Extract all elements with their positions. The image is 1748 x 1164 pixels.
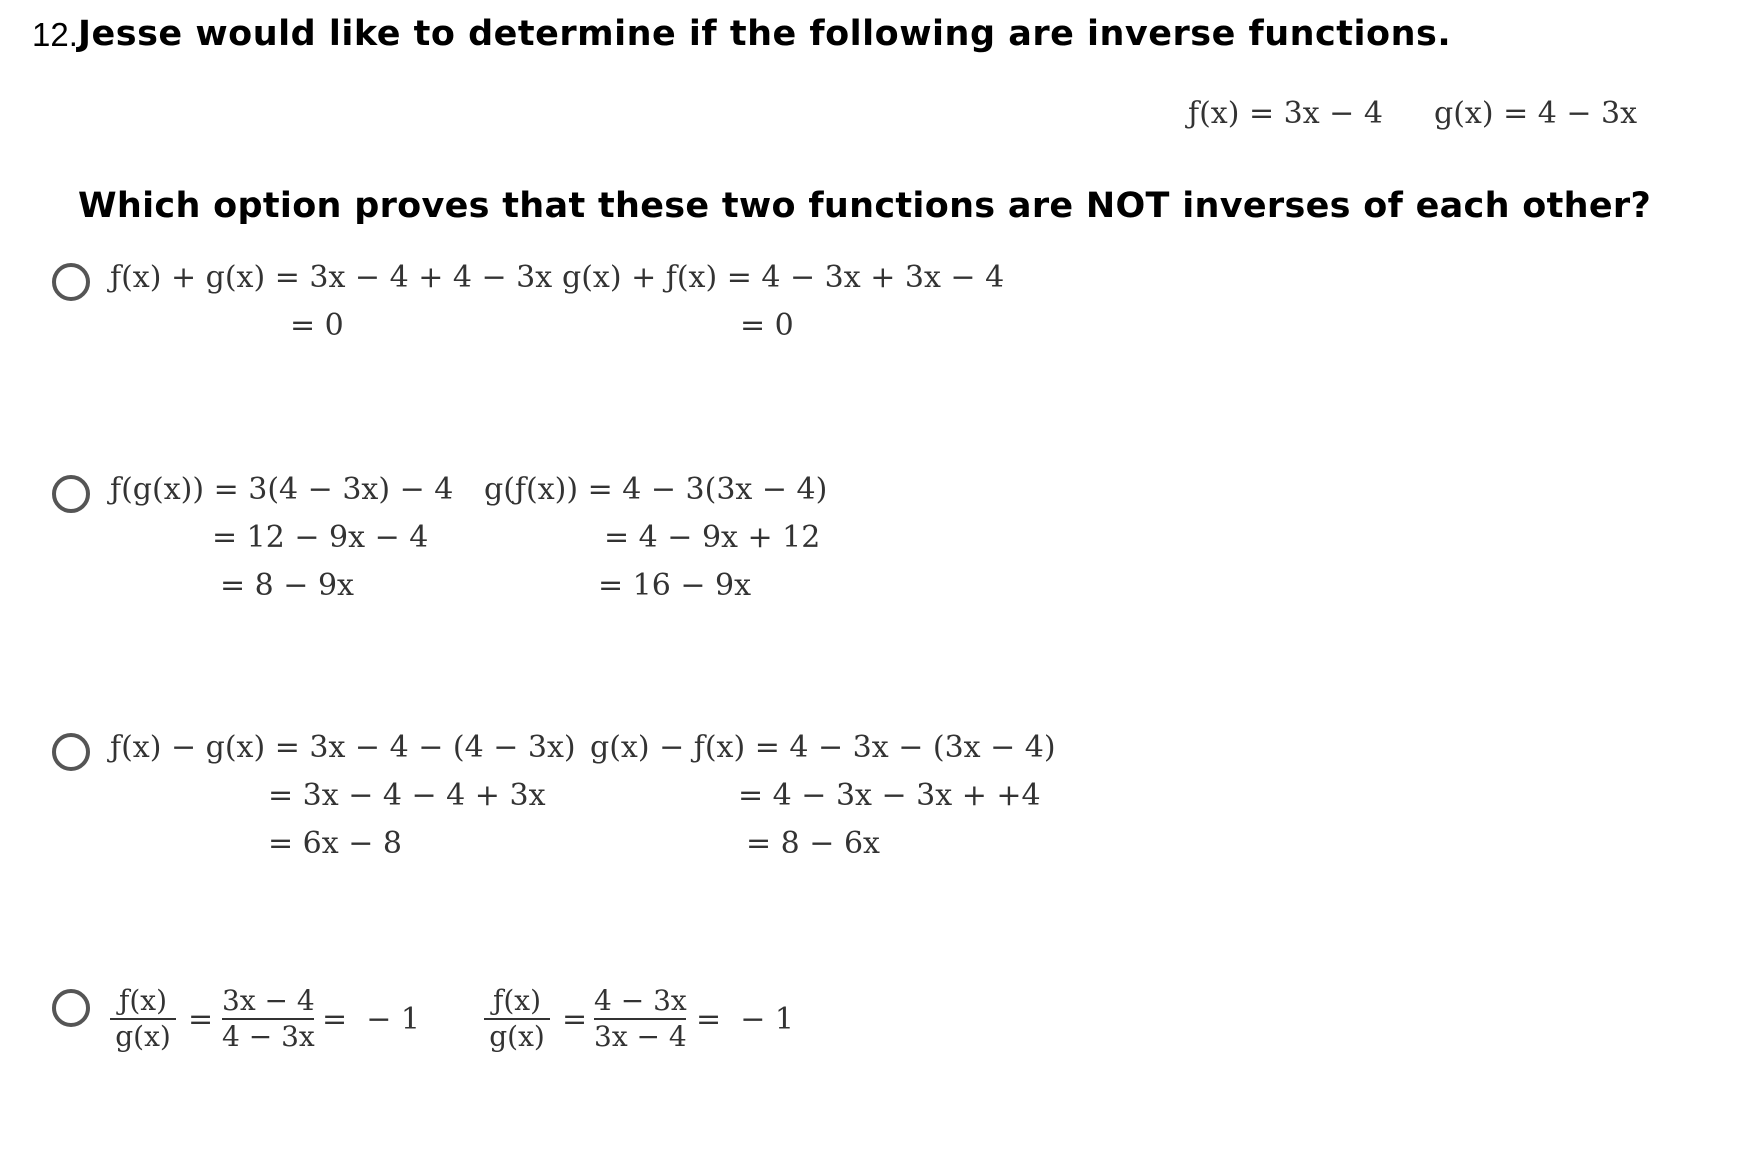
option-c-right-line2: = 4 − 3x − 3x + +4 <box>738 778 1041 813</box>
option-b-left-line3: = 8 − 9x <box>220 568 354 603</box>
option-c-left-line3: = 6x − 8 <box>268 826 402 861</box>
option-c-right-line3: = 8 − 6x <box>746 826 880 861</box>
f-definition: ƒ(x) = 3x − 4 <box>1188 96 1383 131</box>
g-definition: g(x) = 4 − 3x <box>1434 96 1638 131</box>
option-d-right-fraction1 <box>484 985 550 1053</box>
option-a-radio[interactable] <box>52 263 90 301</box>
fraction-numerator: ƒ(x) <box>492 984 541 1017</box>
option-a-left-line2: = 0 <box>290 308 344 343</box>
fraction-numerator: 3x − 4 <box>222 984 315 1017</box>
fraction-denominator: g(x) <box>489 1020 545 1053</box>
option-d-right-fraction2 <box>594 985 686 1053</box>
option-c-right-line1: g(x) − ƒ(x) = 4 − 3x − (3x − 4) <box>590 730 1056 765</box>
option-b-right-line1: g(ƒ(x)) = 4 − 3(3x − 4) <box>484 472 828 507</box>
fraction-denominator: 4 − 3x <box>222 1020 315 1053</box>
option-c-left-line2: = 3x − 4 − 4 + 3x <box>268 778 546 813</box>
option-c-radio[interactable] <box>52 733 90 771</box>
option-a-right-line1: g(x) + ƒ(x) = 4 − 3x + 3x − 4 <box>562 260 1005 295</box>
option-d-left-fraction2 <box>222 985 314 1053</box>
option-d-right-equals: = <box>562 1002 588 1037</box>
fraction-denominator: 3x − 4 <box>594 1020 687 1053</box>
fraction-numerator: ƒ(x) <box>118 984 167 1017</box>
option-b-left-line1: ƒ(g(x)) = 3(4 − 3x) − 4 <box>110 472 454 507</box>
option-b-left-line2: = 12 − 9x − 4 <box>212 520 429 555</box>
option-d-right-result: = − 1 <box>696 1002 794 1037</box>
option-b-right-line2: = 4 − 9x + 12 <box>604 520 821 555</box>
option-d-left-equals: = <box>188 1002 214 1037</box>
fraction-denominator: g(x) <box>115 1020 171 1053</box>
question-text: Jesse would like to determine if the following are inverse functions. <box>78 14 1452 54</box>
fraction-numerator: 4 − 3x <box>594 984 687 1017</box>
option-b-right-line3: = 16 − 9x <box>598 568 752 603</box>
prompt-text: Which option proves that these two functions are NOT inverses of each other? <box>78 186 1652 226</box>
option-d-left-fraction1 <box>110 985 176 1053</box>
option-c-left-line1: ƒ(x) − g(x) = 3x − 4 − (4 − 3x) <box>110 730 576 765</box>
option-a-right-line2: = 0 <box>740 308 794 343</box>
question-number: 12. <box>32 16 78 53</box>
option-a-left-line1: ƒ(x) + g(x) = 3x − 4 + 4 − 3x <box>110 260 553 295</box>
option-b-radio[interactable] <box>52 475 90 513</box>
option-d-left-result: = − 1 <box>322 1002 420 1037</box>
option-d-radio[interactable] <box>52 989 90 1027</box>
